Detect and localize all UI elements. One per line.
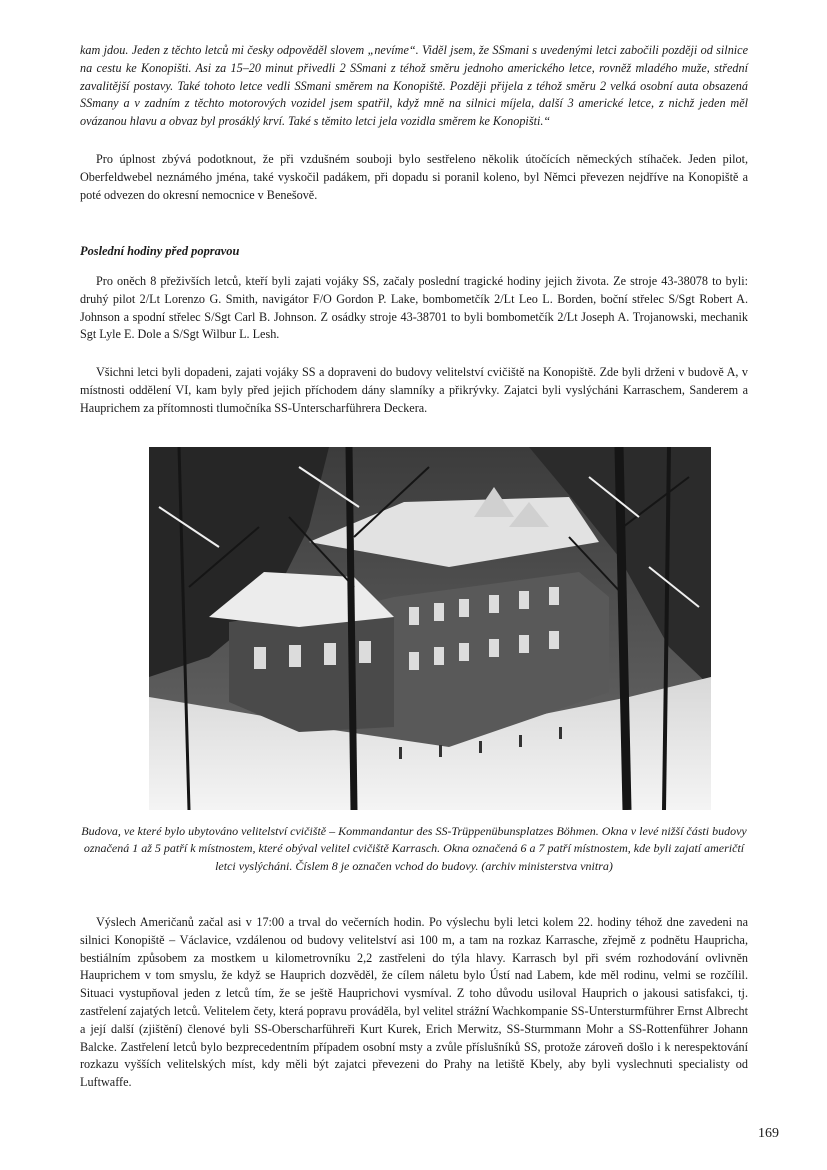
completion-paragraph: Pro úplnost zbývá podotknout, že při vzdušném souboji bylo sestřeleno několik útočících německých stíhaček. Jeden pilot, Oberfeldwebel neznámého jména, také vyskočil padákem, při dopadu si poranil koleno, byl Němci převezen nejdříve na Konopiště a poté odvezen do okresní nemocnice v Benešově. [80,152,748,202]
captured-paragraph: Všichni letci byli dopadeni, zajati vojáky SS a dopraveni do budovy velitelství cvičiště na Konopiště. Zde byli drženi v budově A, v místnosti oddělení VI, kam byly před jejich příchodem dány slamníky a přikrývky. Zajatci byli vyslýcháni Karraschem, Sanderem a Hauprichem za přítomnosti tlumočníka SS-Unterscharführera Deckera. [80,365,748,415]
building-photo [149,447,711,810]
page-number: 169 [758,1126,779,1141]
interrogation-paragraph: Výslech Američanů začal asi v 17:00 a trval do večerních hodin. Po výslechu byli letci kolem 22. hodiny téhož dne zavedeni na silnici Konopiště – Václavice, vzdálenou od budovy velitelství asi 100 m, a tam na rozkaz Karrasche, zřejmě z podnětu Haupricha, bestiálním způsobem za mostkem u kilometrovníku 2,2 zastřeleni do týla hlavy. Karrasch byl při svém rozhodování ovlivněn Hauprichem v tom smyslu, že když se Hauprich dozvěděl, že cílem náletu bylo Ústí nad Labem, kde měl rodinu, velmi se rozčílil. Situaci vystupňoval jeden z letců tím, že se ještě Hauprichovi vysmíval. Z toho důvodu usiloval Hauprich o jakousi satisfakci, tj. zastřelení zajatých letců. Velitelem čety, která popravu prováděla, byl velitel strážní Wachkompanie SS-Untersturmführer Ernst Albrecht a její další (zjištění) členové byli SS-Oberscharführeři Kurt Kurek, Erich Merwitz, SS-Sturmmann Mohr a SS-Rottenführer Johann Balcke. Zastřelení letců bylo bezprecedentním případem osobní msty a zvůle příslušníků SS, protože zároveň došlo i k nerespektování rozkazu vyšších velitelských míst, kdy měli být zajatci převezeni do Prahy na letiště Kbely, aby byli vyslechnuti specialisty od Luftwaffe. [80,915,748,1090]
photo-caption: Budova, ve které bylo ubytováno velitelství cvičiště – Kommandantur des SS-Trüppenübunsplatzes Böhmen. Okna v levé nižší části budovy označená 1 až 5 patří k místnostem, které obýval velitel cvičiště Karrasch. Okna označená 6 a 7 patří místnostem, kde byli zajatí američtí letci vyslýcháni. Číslem 8 je označen vchod do budovy. (archiv ministerstva vnitra) [81,824,747,873]
survivors-paragraph: Pro oněch 8 přeživších letců, kteří byli zajati vojáky SS, začaly poslední tragické hodiny jejich života. Ze stroje 43-38078 to byli: druhý pilot 2/Lt Lorenzo G. Smith, navigátor F/O Gordon P. Lake, bombometčík 2/Lt Leo L. Borden, boční střelec S/Sgt Robert A. Johnson a spodní střelec S/Sgt Carl B. Johnson. Z osádky stroje 43-38701 to byli bombometčík 2/Lt Joseph A. Trojanowski, mechanik Sgt Lyle E. Dole a S/Sgt Wilbur L. Lesh. [80,274,748,342]
quote-paragraph: kam jdou. Jeden z těchto letců mi česky odpověděl slovem „nevíme“. Viděl jsem, že SSmani s uvedenými letci zabočili později od silnice na cestu ke Konopišti. Asi za 15–20 minut přivedli 2 SSmani z téhož směru jednoho amerického letce, rovněž mladého muže, střední zavalitější postavy. Také tohoto letce vedli SSmani směrem na Konopiště. Později přijela z téhož směru 2 velká osobní auta obsazená SSmany a v zadním z těchto motorových vozidel jsem spatřil, když mně na silnici míjela, další 3 americké letce, z nichž jeden měl ovázanou hlavu a obvaz byl prosáklý krví. Také s těmito letci jela vozidla směrem ke Konopišti.“ [80,43,748,129]
section-heading: Poslední hodiny před popravou [80,244,240,258]
